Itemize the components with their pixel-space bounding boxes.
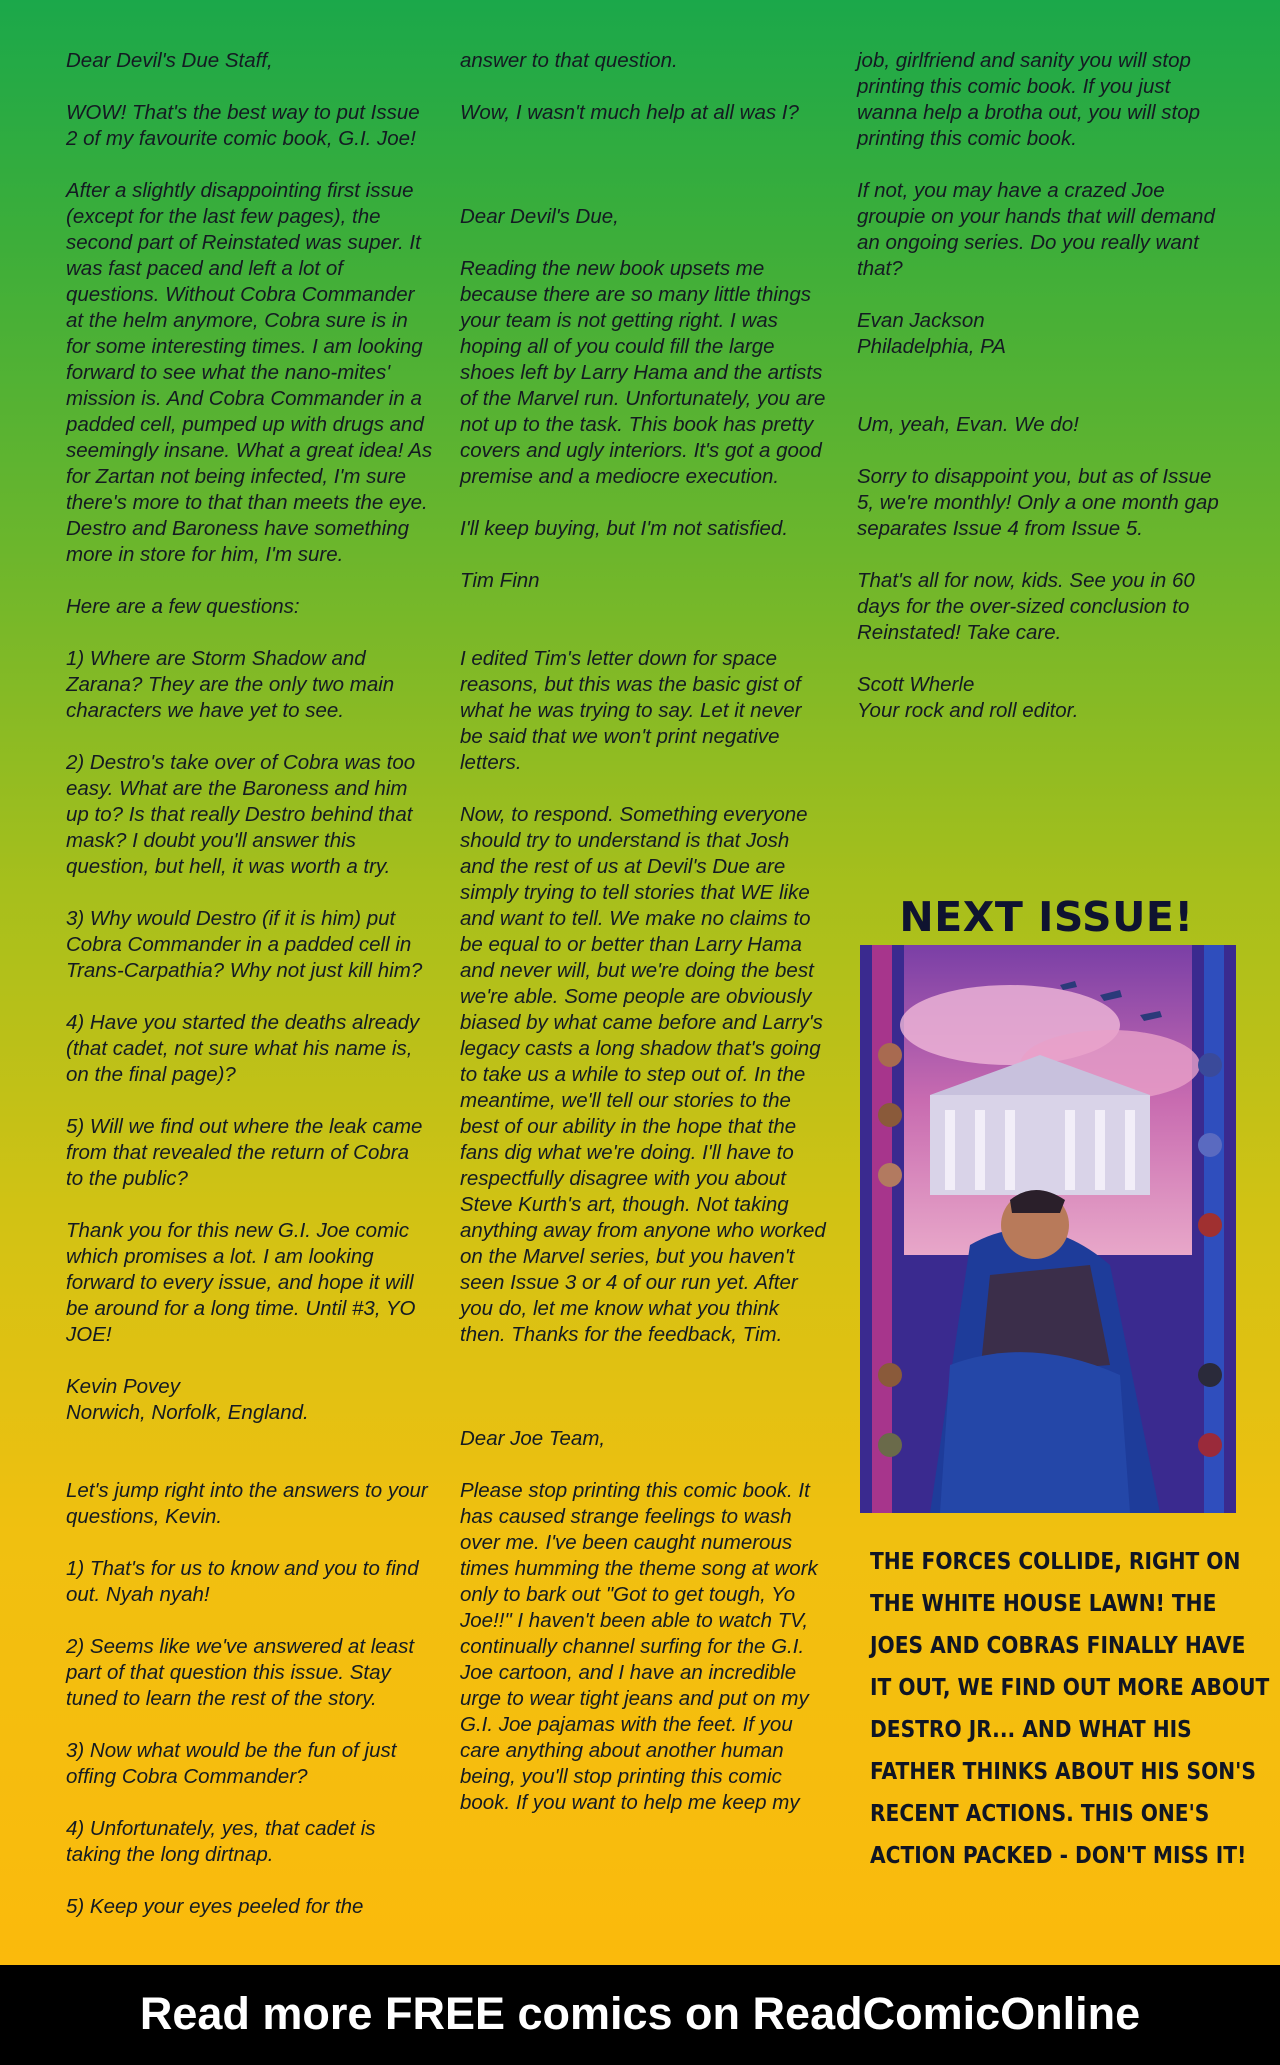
text-line: to the public? <box>66 1167 188 1190</box>
text-line: at the helm anymore, Cobra sure is in <box>66 309 408 332</box>
text-line: because there are so many little things <box>460 283 811 306</box>
text-line: out. Nyah nyah! <box>66 1583 210 1606</box>
text-line: 5) Keep your eyes peeled for the <box>66 1895 364 1918</box>
text-line: 1) That's for us to know and you to find <box>66 1557 419 1580</box>
text-line: I'll keep buying, but I'm not satisfied. <box>460 517 789 540</box>
text-line: 5) Will we find out where the leak came <box>66 1115 423 1138</box>
promo-line: DESTRO JR... AND WHAT HIS <box>870 1715 1192 1743</box>
text-line: After a slightly disappointing first issue <box>66 179 414 202</box>
text-line: and never will, but we're doing the best <box>460 959 814 982</box>
text-line: seemingly insane. What a great idea! As <box>66 439 433 462</box>
text-line: printing this comic book. If you just <box>857 75 1171 98</box>
text-line: Wow, I wasn't much help at all was I? <box>460 101 799 124</box>
text-line: 2) Destro's take over of Cobra was too <box>66 751 416 774</box>
text-line: Kevin Povey <box>66 1375 180 1398</box>
text-line: continually channel surfing for the G.I. <box>460 1635 805 1658</box>
letter-greeting: Dear Joe Team, <box>460 1427 606 1450</box>
text-line: job, girlfriend and sanity you will stop <box>857 49 1191 72</box>
text-line: 1) Where are Storm Shadow and <box>66 647 366 670</box>
text-line: Scott Wherle <box>857 673 975 696</box>
text-line: your team is not getting right. I was <box>460 309 778 332</box>
promo-line: THE WHITE HOUSE LAWN! THE <box>870 1589 1217 1617</box>
text-line: easy. What are the Baroness and him <box>66 777 408 800</box>
text-line: meantime, we'll tell our stories to the <box>460 1089 791 1112</box>
text-line: Philadelphia, PA <box>857 335 1006 358</box>
editor-answer <box>66 1816 436 1868</box>
letter-paragraph <box>66 100 436 152</box>
letter-paragraph <box>460 256 830 490</box>
letter-question <box>66 906 436 984</box>
promo-line: THE FORCES COLLIDE, RIGHT ON <box>870 1547 1241 1575</box>
text-line: offing Cobra Commander? <box>66 1765 308 1788</box>
next-issue-cover-image <box>860 945 1236 1513</box>
text-line: there's more to that than meets the eye. <box>66 491 428 514</box>
text-line: WOW! That's the best way to put Issue <box>66 101 420 124</box>
text-line: questions. Without Cobra Commander <box>66 283 415 306</box>
next-issue-promo <box>870 1540 1270 1876</box>
letter-paragraph <box>857 178 1232 282</box>
text-line: Steve Kurth's art, though. Not taking <box>460 1193 789 1216</box>
promo-line: ACTION PACKED - DON'T MISS IT! <box>870 1841 1247 1869</box>
text-line: care anything about another human <box>460 1739 784 1762</box>
text-line: padded cell, pumped up with drugs and <box>66 413 424 436</box>
text-line: being, you'll stop printing this comic <box>460 1765 782 1788</box>
text-line: on the final page)? <box>66 1063 236 1086</box>
text-line: mask? I doubt you'll answer this <box>66 829 356 852</box>
text-line: questions, Kevin. <box>66 1505 223 1528</box>
text-line: be around for a long time. Until #3, YO <box>66 1297 416 1320</box>
text-line: forward to see what the nano-mites' <box>66 361 391 384</box>
editor-answer <box>66 1738 436 1790</box>
letter-signature <box>66 1374 436 1426</box>
text-line: Um, yeah, Evan. We do! <box>857 413 1079 436</box>
editor-answer <box>66 1556 436 1608</box>
letter-question <box>66 1114 436 1192</box>
text-line: characters we have yet to see. <box>66 699 345 722</box>
letter-signature <box>857 308 1232 360</box>
text-line: mission is. And Cobra Commander in a <box>66 387 422 410</box>
text-line: 5, we're monthly! Only a one month gap <box>857 491 1219 514</box>
text-line: over me. I've been caught numerous <box>460 1531 793 1554</box>
text-line: letters. <box>460 751 522 774</box>
promo-line: JOES AND COBRAS FINALLY HAVE <box>870 1631 1246 1659</box>
text-line: taking the long dirtnap. <box>66 1843 274 1866</box>
text-line: has caused strange feelings to wash <box>460 1505 792 1528</box>
text-line: anything away from anyone who worked <box>460 1219 826 1242</box>
letters-column-3 <box>857 48 1232 750</box>
editor-response <box>460 802 830 1348</box>
text-line: we're able. Some people are obviously <box>460 985 812 1008</box>
text-line: respectfully disagree with you about <box>460 1167 786 1190</box>
text-line: for Zartan not being infected, I'm sure <box>66 465 407 488</box>
editor-response <box>66 1478 436 1530</box>
text-line: book. If you want to help me keep my <box>460 1791 800 1814</box>
text-line: (that cadet, not sure what his name is, <box>66 1037 413 1060</box>
text-line: Evan Jackson <box>857 309 985 332</box>
next-issue-title: NEXT ISSUE! <box>899 893 1194 941</box>
text-line: 3) Why would Destro (if it is him) put <box>66 907 396 930</box>
text-line: then. Thanks for the feedback, Tim. <box>460 1323 783 1346</box>
text-line: legacy casts a long shadow that's going <box>460 1037 821 1060</box>
text-line: separates Issue 4 from Issue 5. <box>857 517 1143 540</box>
promo-line: RECENT ACTIONS. THIS ONE'S <box>870 1799 1210 1827</box>
text-line: for some interesting times. I am looking <box>66 335 423 358</box>
letter-paragraph <box>857 48 1232 152</box>
letter-question <box>66 1010 436 1088</box>
text-line: days for the over-sized conclusion to <box>857 595 1190 618</box>
text-line: 2) Seems like we've answered at least <box>66 1635 415 1658</box>
text-line: up to? Is that really Destro behind that <box>66 803 413 826</box>
letter-paragraph <box>460 1478 830 1816</box>
text-line: to take us a while to step out of. In the <box>460 1063 806 1086</box>
text-line: not up to the task. This book has pretty <box>460 413 814 436</box>
text-line: 4) Have you started the deaths already <box>66 1011 420 1034</box>
text-line: shoes left by Larry Hama and the artists <box>460 361 823 384</box>
letter-greeting: Dear Devil's Due Staff, <box>66 49 273 72</box>
letter-paragraph <box>66 178 436 568</box>
text-line: an ongoing series. Do you really want <box>857 231 1199 254</box>
text-line: be equal to or better than Larry Hama <box>460 933 802 956</box>
text-line: Now, to respond. Something everyone <box>460 803 808 826</box>
text-line: Norwich, Norfolk, England. <box>66 1401 309 1424</box>
promo-line: IT OUT, WE FIND OUT MORE ABOUT <box>870 1673 1270 1701</box>
editor-response <box>857 464 1232 542</box>
editor-answer <box>66 1634 436 1712</box>
text-line: groupie on your hands that will demand <box>857 205 1215 228</box>
text-line: premise and a mediocre execution. <box>460 465 780 488</box>
editor-response <box>857 568 1232 646</box>
text-line: covers and ugly interiors. It's got a good <box>460 439 822 462</box>
text-line: was fast paced and left a lot of <box>66 257 343 280</box>
text-line: Please stop printing this comic book. It <box>460 1479 810 1502</box>
text-line: times humming the theme song at work <box>460 1557 818 1580</box>
text-line: Sorry to disappoint you, but as of Issue <box>857 465 1212 488</box>
cover-art <box>860 945 1236 1513</box>
text-line: what he was trying to say. Let it never <box>460 699 802 722</box>
text-line: (except for the last few pages), the <box>66 205 381 228</box>
editor-answer <box>460 48 830 74</box>
text-line: 2 of my favourite comic book, G.I. Joe! <box>66 127 416 150</box>
text-line: Tim Finn <box>460 569 540 592</box>
text-line: more in store for him, I'm sure. <box>66 543 344 566</box>
text-line: which promises a lot. I am looking <box>66 1245 374 1268</box>
footer-link[interactable]: Read more FREE comics on ReadComicOnline <box>139 1988 1141 2039</box>
text-line: question, but hell, it was worth a try. <box>66 855 391 878</box>
editor-answer <box>66 1894 436 1920</box>
text-line: reasons, but this was the basic gist of <box>460 673 801 696</box>
text-line: of the Marvel run. Unfortunately, you are <box>460 387 826 410</box>
text-line: Cobra Commander in a padded cell in <box>66 933 412 956</box>
text-line: be said that we won't print negative <box>460 725 780 748</box>
text-line: and the rest of us at Devil's Due are <box>460 855 786 878</box>
text-line: Reinstated! Take care. <box>857 621 1062 644</box>
text-line: Destro and Baroness have something <box>66 517 410 540</box>
text-line: Zarana? They are the only two main <box>66 673 395 696</box>
text-line: Joe!!" I haven't been able to watch TV, <box>460 1609 809 1632</box>
text-line: part of that question this issue. Stay <box>66 1661 391 1684</box>
text-line: Trans-Carpathia? Why not just kill him? <box>66 959 423 982</box>
text-line: That's all for now, kids. See you in 60 <box>857 569 1195 592</box>
letter-paragraph <box>66 594 436 620</box>
text-line: best of our ability in the hope that the <box>460 1115 797 1138</box>
text-line: on the Marvel series, but you haven't <box>460 1245 795 1268</box>
text-line: Your rock and roll editor. <box>857 699 1079 722</box>
text-line: from that revealed the return of Cobra <box>66 1141 409 1164</box>
text-line: that? <box>857 257 903 280</box>
text-line: wanna help a brotha out, you will stop <box>857 101 1201 124</box>
letters-column-2 <box>460 48 830 1842</box>
text-line: JOE! <box>66 1323 112 1346</box>
text-line: Reading the new book upsets me <box>460 257 765 280</box>
text-line: 4) Unfortunately, yes, that cadet is <box>66 1817 376 1840</box>
text-line: I edited Tim's letter down for space <box>460 647 778 670</box>
editor-answer <box>460 100 830 126</box>
text-line: answer to that question. <box>460 49 678 72</box>
text-line: If not, you may have a crazed Joe <box>857 179 1165 202</box>
text-line: only to bark out "Got to get tough, Yo <box>460 1583 796 1606</box>
text-line: forward to every issue, and hope it will <box>66 1271 414 1294</box>
letter-paragraph <box>66 1218 436 1348</box>
text-line: second part of Reinstated was super. It <box>66 231 421 254</box>
text-line: fans dig what we're doing. I'll have to <box>460 1141 794 1164</box>
text-line: biased by what came before and Larry's <box>460 1011 823 1034</box>
text-line: simply trying to tell stories that WE like <box>460 881 810 904</box>
text-line: seen Issue 3 or 4 of our run yet. After <box>460 1271 798 1294</box>
text-line: printing this comic book. <box>857 127 1077 150</box>
editor-response <box>857 412 1232 438</box>
text-line: should try to understand is that Josh <box>460 829 790 852</box>
promo-line: FATHER THINKS ABOUT HIS SON'S <box>870 1757 1256 1785</box>
text-line: Joe cartoon, and I have an incredible <box>460 1661 797 1684</box>
letter-question <box>66 646 436 724</box>
text-line: tuned to learn the rest of the story. <box>66 1687 377 1710</box>
letter-paragraph <box>460 516 830 542</box>
text-line: 3) Now what would be the fun of just <box>66 1739 397 1762</box>
letter-question <box>66 750 436 880</box>
editor-signature <box>857 672 1232 724</box>
text-line: hoping all of you could fill the large <box>460 335 775 358</box>
text-line: Let's jump right into the answers to your <box>66 1479 428 1502</box>
letter-signature <box>460 568 830 594</box>
letter-greeting: Dear Devil's Due, <box>460 205 619 228</box>
text-line: G.I. Joe pajamas with the feet. If you <box>460 1713 793 1736</box>
editor-response <box>460 646 830 776</box>
text-line: and want to tell. We make no claims to <box>460 907 811 930</box>
text-line: urge to wear tight jeans and put on my <box>460 1687 809 1710</box>
letters-column-1 <box>66 48 436 1946</box>
text-line: Thank you for this new G.I. Joe comic <box>66 1219 409 1242</box>
text-line: Here are a few questions: <box>66 595 300 618</box>
text-line: you do, let me know what you think <box>460 1297 780 1320</box>
